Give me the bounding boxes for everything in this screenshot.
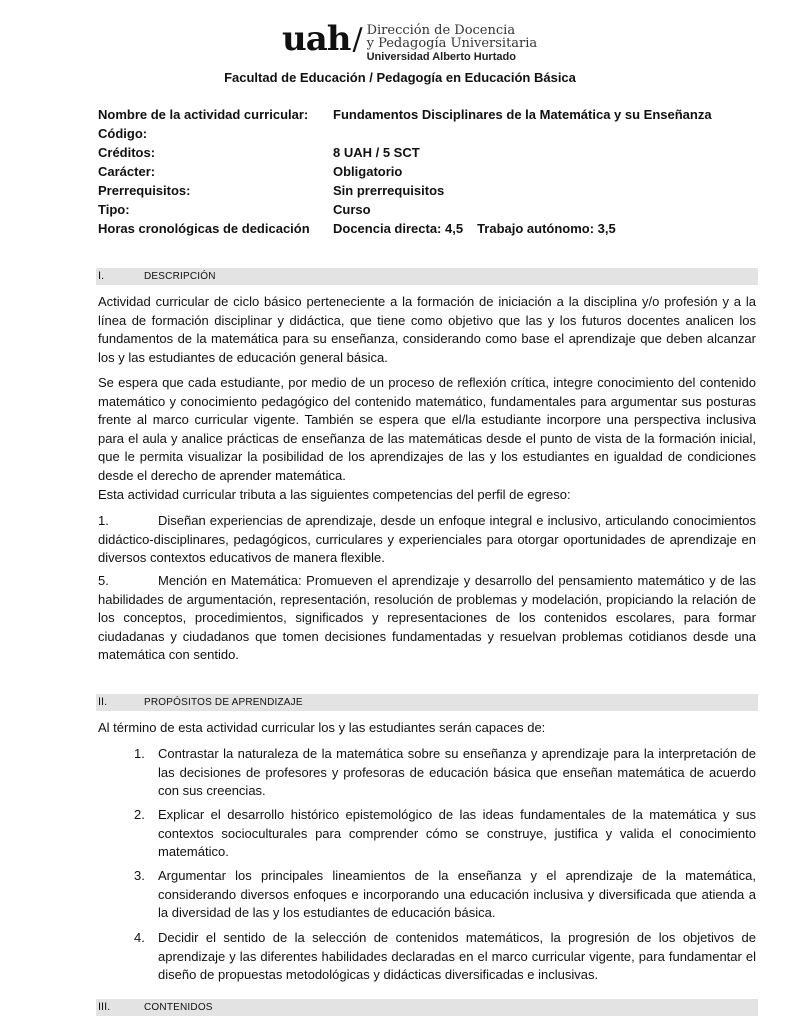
info-value: Sin prerrequisitos — [333, 183, 445, 198]
competency-1 — [98, 512, 756, 568]
purpose-text: Explicar el desarrollo histórico epistemológico de las ideas fundamentales de la matemática y sus contextos socioculturales para comprender cómo se construye, justifica y valida el conocimiento matemático. — [158, 807, 756, 859]
section-title: DESCRIPCIÓN — [144, 271, 216, 282]
description-paragraph-2: Se espera que cada estudiante, por medio de un proceso de reflexión crítica, integre conocimiento del contenido matemático y conocimiento pedagógico del contenido matemático, fundamentales para argumentar sus posturas frente al marco curricular vigente. También se espera que el/la estudiante incorpore una perspectiva inclusiva para el aula y analice prácticas de enseñanza de las matemáticas desde el punto de vista de la formación inicial, que le permita visualizar la posibilidad de los aprendizajes de las y los estudiantes en igualdad de condiciones desde el derecho de aprender matemática. — [98, 375, 756, 483]
info-label: Nombre de la actividad curricular: — [98, 107, 309, 122]
info-value — [333, 124, 738, 143]
purpose-number: 3. — [134, 868, 145, 883]
section-header-propositos — [96, 694, 758, 711]
info-value — [333, 219, 738, 238]
logo-line-2: y Pedagogía Universitaria — [366, 36, 538, 51]
section-title: PROPÓSITOS DE APRENDIZAJE — [144, 697, 303, 708]
purpose-item — [134, 867, 756, 923]
info-value: Fundamentos Disciplinares de la Matemática y su Enseñanza — [333, 107, 712, 122]
purpose-text: Contrastar la naturaleza de la matemática sobre su enseñanza y aprendizaje para la interpretación de las decisiones de profesores y profesoras de educación básica que enseñan matemática de acuerdo con sus creencias. — [158, 746, 756, 798]
info-label: Horas cronológicas de dedicación — [98, 221, 310, 236]
purposes-intro: Al término de esta actividad curricular los y las estudiantes serán capaces de: — [98, 720, 546, 735]
purpose-text: Argumentar los principales lineamientos de la enseñanza y el aprendizaje de la matemática, considerando diversos enfoques e incorporando una educación inclusiva y diversificada que atienda a la diversidad de las y los estudiantes de educación básica. — [158, 868, 756, 920]
competency-number: 1. — [98, 513, 109, 528]
info-label: Tipo: — [98, 202, 130, 217]
competency-5 — [98, 572, 756, 665]
competency-text: Mención en Matemática: Promueven el aprendizaje y desarrollo del pensamiento matemático y de las habilidades de argumentación, representación, resolución de problemas y modelación, propiciando la relación de los conceptos, procedimientos, significados y representaciones de los contenidos escolares, para formar ciudadanas y ciudadanos que tomen decisiones fundamentadas y resuelvan problemas cotidianos desde una matemática con sentido. — [98, 573, 756, 662]
info-row-credits — [98, 143, 738, 162]
purpose-number: 2. — [134, 807, 145, 822]
info-row-name — [98, 105, 738, 124]
info-row-character — [98, 162, 738, 181]
purpose-item — [134, 745, 756, 801]
info-label: Carácter: — [98, 164, 156, 179]
info-value: 8 UAH / 5 SCT — [333, 145, 420, 160]
logo-text — [367, 22, 538, 64]
logo-line-1: Dirección de Docencia — [366, 23, 516, 38]
info-label: Créditos: — [98, 145, 156, 160]
purpose-item — [134, 929, 756, 985]
uah-logo — [282, 19, 538, 66]
logo-line-3: Universidad Alberto Hurtado — [366, 51, 516, 63]
section-number: III. — [98, 1001, 111, 1013]
info-row-type — [98, 200, 738, 219]
purpose-number: 4. — [134, 930, 145, 945]
course-info — [98, 105, 738, 238]
competency-number: 5. — [98, 573, 109, 588]
description-paragraph-3: Esta actividad curricular tributa a las siguientes competencias del perfil de egreso: — [98, 487, 571, 502]
purpose-number: 1. — [134, 746, 145, 761]
faculty-title: Facultad de Educación / Pedagogía en Educación Básica — [224, 70, 576, 85]
info-value: Obligatorio — [333, 164, 403, 179]
description-paragraph-1: Actividad curricular de ciclo básico perteneciente a la formación de iniciación a la disciplina y/o profesión y a la línea de formación disciplinar y didáctica, que tiene como objetivo que las y los futuros docentes analicen los fundamentos de la matemática para su enseñanza, considerando como base el aprendizaje que deben alcanzar los y las estudiantes de educación general básica. — [98, 294, 756, 365]
info-row-code — [98, 124, 738, 143]
competency-text: Diseñan experiencias de aprendizaje, desde un enfoque integral e inclusivo, articulando conocimientos didáctico-disciplinares, pedagógicos, curriculares y experienciales para otorgar oportunidades de aprendizaje en diversos contextos educativos de manera flexible. — [98, 513, 756, 565]
info-row-prerequisites — [98, 181, 738, 200]
section-header-contenidos — [96, 999, 758, 1016]
logo-wordmark: uah — [282, 19, 351, 59]
direct-hours: Docencia directa: 4,5 — [333, 221, 464, 236]
section-title: CONTENIDOS — [144, 1002, 213, 1013]
section-number: II. — [98, 696, 108, 708]
info-value: Curso — [333, 202, 371, 217]
section-header-descripcion — [96, 268, 758, 285]
info-label: Prerrequisitos: — [98, 183, 191, 198]
purpose-text: Decidir el sentido de la selección de contenidos matemáticos, la progresión de los objetivos de aprendizaje y las diferentes habilidades declaradas en el marco curricular vigente, para fundamentar el diseño de propuestas metodológicas y didácticas diversificadas e inclusivas. — [158, 930, 756, 982]
section-number: I. — [98, 270, 105, 282]
info-row-hours — [98, 219, 738, 238]
autonomous-hours: Trabajo autónomo: 3,5 — [477, 221, 616, 236]
logo-slash: / — [352, 22, 363, 57]
purpose-item — [134, 806, 756, 862]
info-label: Código: — [98, 126, 148, 141]
